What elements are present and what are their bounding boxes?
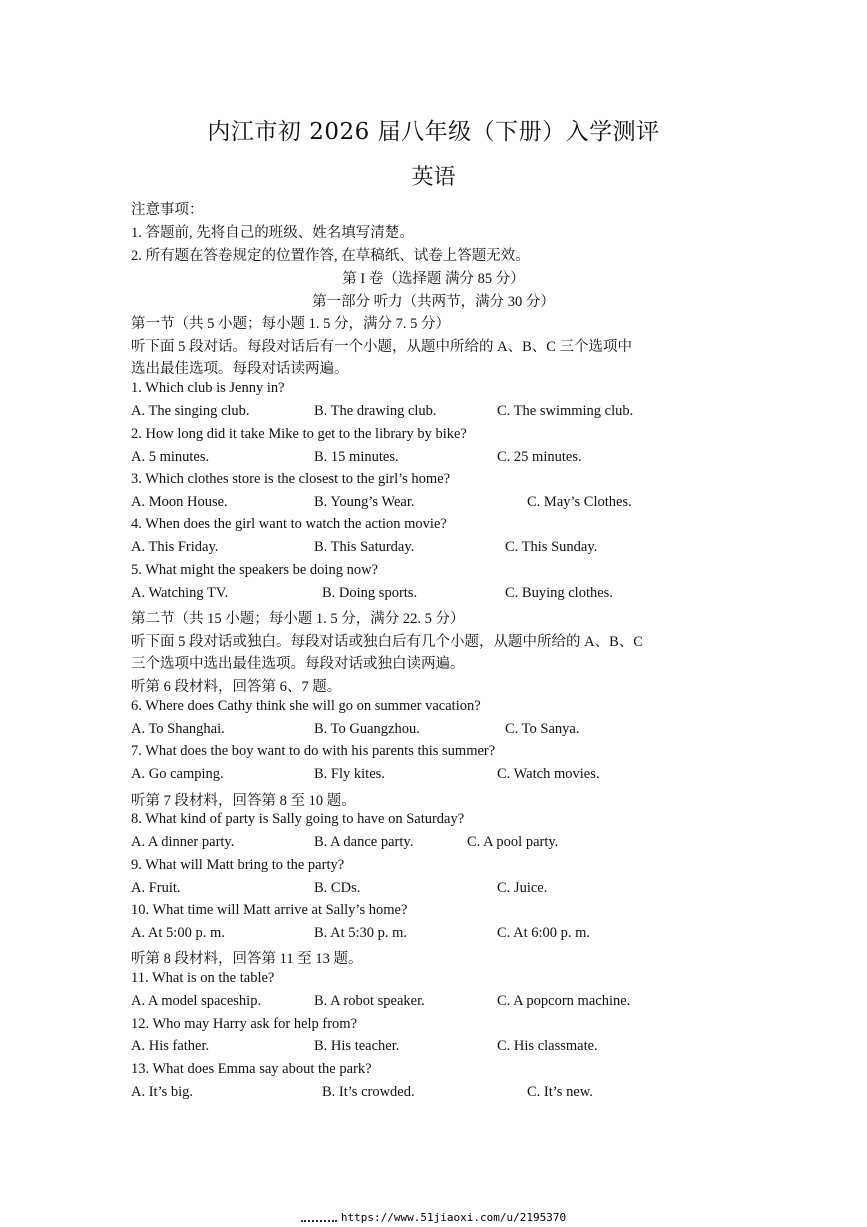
- q13-option-b: B. It’s crowded.: [322, 1084, 415, 1100]
- question-1: 1. Which club is Jenny in?: [131, 380, 285, 396]
- question-5: 5. What might the speakers be doing now?: [131, 562, 378, 578]
- q11-option-b: B. A robot speaker.: [314, 993, 425, 1009]
- question-10: 10. What time will Matt arrive at Sally’s home?: [131, 902, 408, 918]
- notes-heading: 注意事项：: [131, 202, 204, 218]
- question-12: 12. Who may Harry ask for help from?: [131, 1016, 358, 1032]
- question-3: 3. Which clothes store is the closest to the girl’s home?: [131, 471, 451, 487]
- footer-watermark: [0, 1211, 867, 1224]
- q6-option-c: C. To Sanya.: [505, 721, 580, 737]
- section1-instruction-line2: 选出最佳选项。每段对话读两遍。: [131, 361, 349, 377]
- q7-option-a: A. Go camping.: [131, 766, 224, 782]
- question-2: 2. How long did it take Mike to get to the library by bike?: [131, 426, 467, 442]
- part-heading: 第一部分 听力（共两节，满分 30 分）: [312, 294, 555, 310]
- question-6: 6. Where does Cathy think she will go on summer vacation?: [131, 698, 481, 714]
- notes-item-1: 1. 答题前, 先将自己的班级、姓名填写清楚。: [131, 225, 414, 241]
- material-8-note: 听第 8 段材料，回答第 11 至 13 题。: [131, 951, 363, 967]
- section1-instruction-line1: 听下面 5 段对话。每段对话后有一个小题，从题中所给的 A、B、C 三个选项中: [131, 339, 633, 355]
- material-7-note: 听第 7 段材料，回答第 8 至 10 题。: [131, 793, 356, 809]
- q3-option-b: B. Young’s Wear.: [314, 494, 415, 510]
- q5-option-a: A. Watching TV.: [131, 585, 229, 601]
- q5-option-c: C. Buying clothes.: [505, 585, 613, 601]
- material-6-note: 听第 6 段材料，回答第 6、7 题。: [131, 679, 342, 695]
- q2-option-c: C. 25 minutes.: [497, 449, 582, 465]
- question-8: 8. What kind of party is Sally going to have on Saturday?: [131, 811, 465, 827]
- q1-option-c: C. The swimming club.: [497, 403, 634, 419]
- q4-option-b: B. This Saturday.: [314, 539, 415, 555]
- section1-header: 第一节（共 5 小题；每小题 1. 5 分，满分 7. 5 分）: [131, 316, 450, 332]
- q9-option-a: A. Fruit.: [131, 880, 181, 896]
- q12-option-a: A. His father.: [131, 1038, 210, 1054]
- q9-option-c: C. Juice.: [497, 880, 548, 896]
- notes-item-2: 2. 所有题在答卷规定的位置作答, 在草稿纸、试卷上答题无效。: [131, 248, 530, 264]
- q1-option-b: B. The drawing club.: [314, 403, 437, 419]
- q6-option-b: B. To Guangzhou.: [314, 721, 420, 737]
- q13-option-a: A. It’s big.: [131, 1084, 194, 1100]
- q13-option-c: C. It’s new.: [527, 1084, 593, 1100]
- section2-instruction-line1: 听下面 5 段对话或独白。每段对话或独白后有几个小题，从题中所给的 A、B、C: [131, 634, 643, 650]
- question-13: 13. What does Emma say about the park?: [131, 1061, 372, 1077]
- q11-option-a: A. A model spaceship.: [131, 993, 262, 1009]
- volume-heading: 第 I 卷（选择题 满分 85 分）: [342, 271, 525, 287]
- q4-option-a: A. This Friday.: [131, 539, 219, 555]
- section2-instruction-line2: 三个选项中选出最佳选项。每段对话或独白读两遍。: [131, 656, 465, 672]
- q3-option-a: A. Moon House.: [131, 494, 228, 510]
- q2-option-b: B. 15 minutes.: [314, 449, 399, 465]
- q9-option-b: B. CDs.: [314, 880, 361, 896]
- question-11: 11. What is on the table?: [131, 970, 275, 986]
- q6-option-a: A. To Shanghai.: [131, 721, 225, 737]
- q10-option-a: A. At 5:00 p. m.: [131, 925, 225, 941]
- q1-option-a: A. The singing club.: [131, 403, 250, 419]
- q11-option-c: C. A popcorn machine.: [497, 993, 631, 1009]
- subject-title: 英语: [411, 165, 456, 190]
- q4-option-c: C. This Sunday.: [505, 539, 598, 555]
- q5-option-b: B. Doing sports.: [322, 585, 418, 601]
- question-7: 7. What does the boy want to do with his parents this summer?: [131, 743, 496, 759]
- watermark-logo: [301, 1214, 337, 1222]
- exam-title: 内江市初 2026 届八年级（下册）入学测评: [207, 119, 660, 145]
- q10-option-b: B. At 5:30 p. m.: [314, 925, 408, 941]
- question-9: 9. What will Matt bring to the party?: [131, 857, 345, 873]
- q12-option-b: B. His teacher.: [314, 1038, 400, 1054]
- q8-option-a: A. A dinner party.: [131, 834, 235, 850]
- q7-option-c: C. Watch movies.: [497, 766, 600, 782]
- section2-header: 第二节（共 15 小题；每小题 1. 5 分，满分 22. 5 分）: [131, 611, 465, 627]
- q3-option-c: C. May’s Clothes.: [527, 494, 632, 510]
- q8-option-c: C. A pool party.: [467, 834, 559, 850]
- question-4: 4. When does the girl want to watch the action movie?: [131, 516, 447, 532]
- q10-option-c: C. At 6:00 p. m.: [497, 925, 591, 941]
- footer-url[interactable]: https://www.51jiaoxi.com/u/2195370: [340, 1211, 567, 1224]
- q2-option-a: A. 5 minutes.: [131, 449, 210, 465]
- q8-option-b: B. A dance party.: [314, 834, 414, 850]
- q12-option-c: C. His classmate.: [497, 1038, 598, 1054]
- q7-option-b: B. Fly kites.: [314, 766, 385, 782]
